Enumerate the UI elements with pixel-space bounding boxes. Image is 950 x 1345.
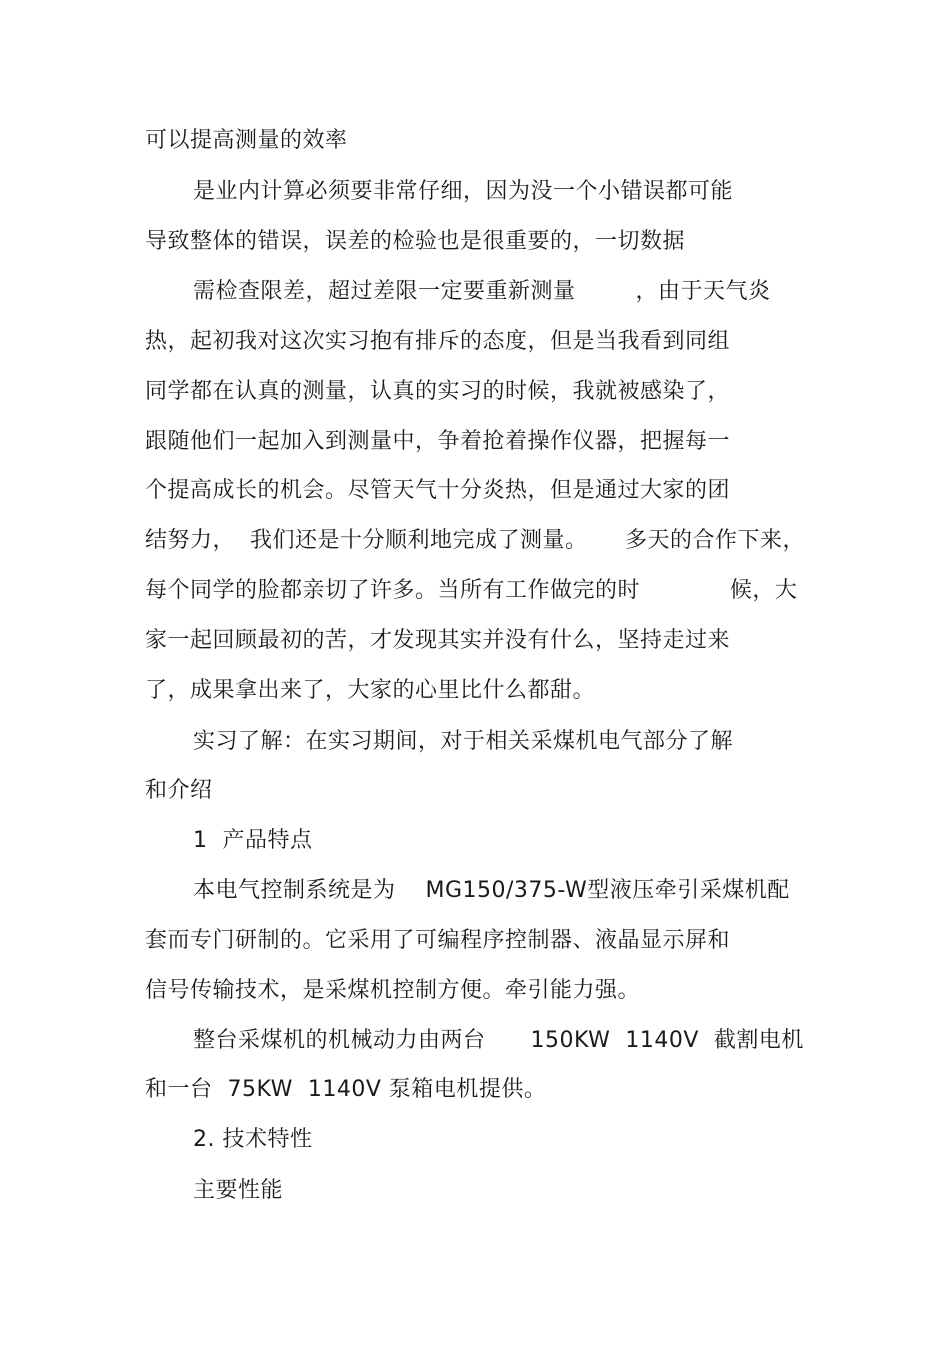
paragraph-line: 实习了解：在实习期间，对于相关采煤机电气部分了解 [193,729,734,754]
paragraph-line: 结努力， 我们还是十分顺利地完成了测量。 多天的合作下来， [145,528,805,553]
paragraph-line: 了，成果拿出来了，大家的心里比什么都甜。 [145,678,596,703]
paragraph-line: 套而专门研制的。它采用了可编程序控制器、液晶显示屏和 [145,928,731,953]
paragraph-line: 是业内计算必须要非常仔细，因为没一个小错误都可能 [193,179,734,204]
paragraph-line: 和一台 75KW 1140V 泵箱电机提供。 [145,1077,547,1102]
paragraph-line: 导致整体的错误，误差的检验也是很重要的，一切数据 [145,229,686,254]
subsection-heading: 主要性能 [193,1178,284,1203]
paragraph-line: 和介绍 [145,778,213,803]
paragraph-line: 本电气控制系统是为 MG150/375-W型液压牵引采煤机配 [193,878,790,903]
paragraph-line: 家一起回顾最初的苦，才发现其实并没有什么，坚持走过来 [145,628,731,653]
paragraph-line: 个提高成长的机会。尽管天气十分炎热，但是通过大家的团 [145,478,731,503]
section-heading: 2. 技术特性 [193,1127,313,1152]
paragraph-line: 每个同学的脸都亲切了许多。当所有工作做完的时 候，大 [145,578,798,603]
paragraph-line: 同学都在认真的测量，认真的实习的时候，我就被感染了， [145,379,731,404]
section-heading: 1 产品特点 [193,828,313,853]
paragraph-line: 热，起初我对这次实习抱有排斥的态度，但是当我看到同组 [145,329,731,354]
paragraph-line: 跟随他们一起加入到测量中，争着抢着操作仪器，把握每一 [145,429,731,454]
paragraph-line: 需检查限差，超过差限一定要重新测量 ，由于天气炎 [193,279,771,304]
paragraph-line: 整台采煤机的机械动力由两台 150KW 1140V 截割电机 [193,1028,804,1053]
paragraph-line: 信号传输技术，是采煤机控制方便。牵引能力强。 [145,978,641,1003]
paragraph-line: 可以提高测量的效率 [145,128,348,153]
